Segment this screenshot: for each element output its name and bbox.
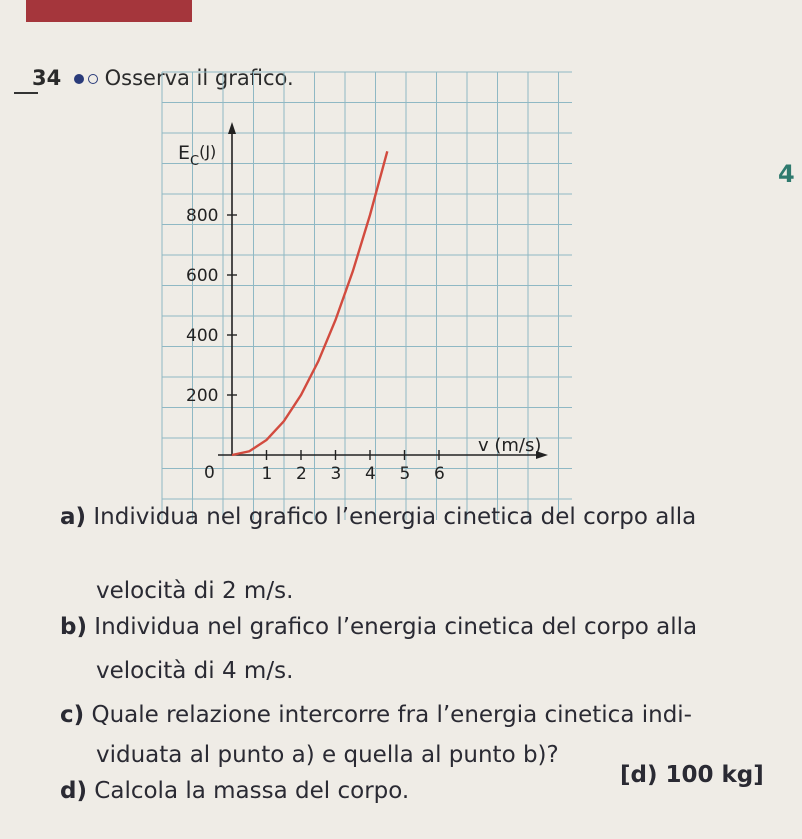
x-axis-label: v (m/s) <box>478 435 542 456</box>
question-a-line1: a) Individua nel grafico l’energia cinetica del corpo alla <box>60 504 697 530</box>
answer-d: [d) 100 kg] <box>620 762 764 788</box>
x-tick-label: 2 <box>296 464 307 484</box>
x-tick-label: 5 <box>399 464 411 484</box>
y-tick-label: 400 <box>186 326 219 346</box>
x-tick-label: 6 <box>434 464 445 484</box>
question-d-line1: d) Calcola la massa del corpo. <box>60 778 410 804</box>
y-axis-label: $E_C^{(J)}$ <box>178 142 217 169</box>
question-b-line2: velocità di 4 m/s. <box>96 658 294 684</box>
problem-number: 34 <box>32 66 62 90</box>
question-c-line2: viduata al punto a) e quella al punto b)? <box>96 742 559 768</box>
x-tick-label: 1 <box>261 464 273 484</box>
x-tick-label: 3 <box>330 464 342 484</box>
x-tick-label: 4 <box>365 464 376 484</box>
y-tick-label: 600 <box>186 266 219 286</box>
page-marker: 4 <box>778 160 795 188</box>
origin-label: 0 <box>204 463 215 483</box>
question-c-line1: c) Quale relazione intercorre fra l’energia cinetica indi- <box>60 702 692 728</box>
question-a-line2: velocità di 2 m/s. <box>96 578 294 604</box>
y-axis-arrow-icon <box>228 122 236 134</box>
question-b-line1: b) Individua nel grafico l’energia cinetica del corpo alla <box>60 614 698 640</box>
y-tick-label: 200 <box>186 386 219 406</box>
chart-axes <box>218 122 548 459</box>
y-tick-label: 800 <box>186 206 219 226</box>
problem-instruction: Osserva il grafico. <box>104 66 294 90</box>
kinetic-energy-curve <box>232 151 387 455</box>
